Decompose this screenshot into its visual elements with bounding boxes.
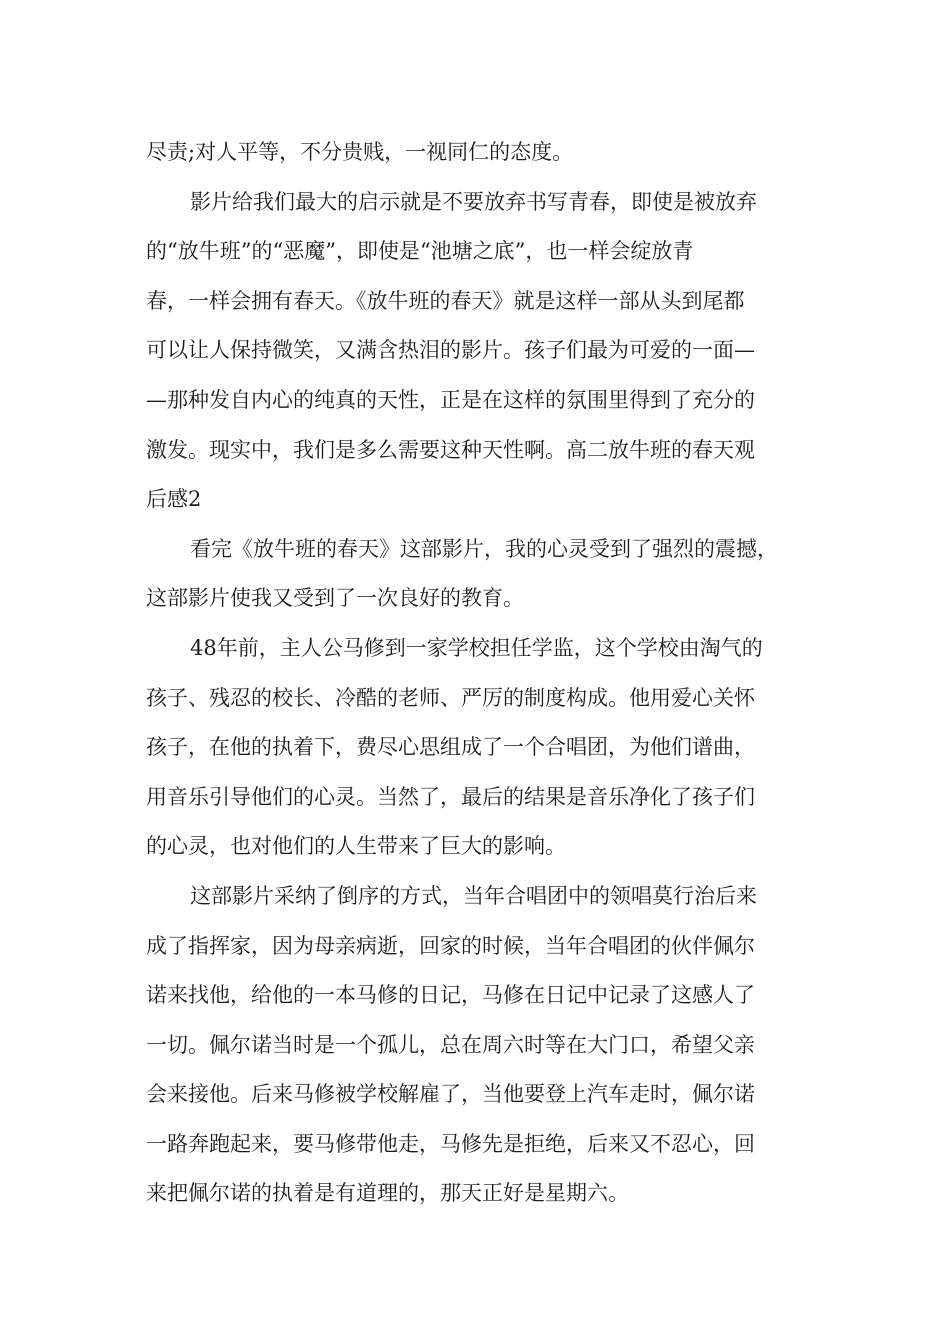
text-line: 会来接他。后来马修被学校解雇了，当他要登上汽车走时，佩尔诺	[146, 1082, 755, 1107]
text-line: —那种发自内心的纯真的天性，正是在这样的氛围里得到了充分的	[146, 387, 755, 412]
text-line: 后感2	[146, 487, 202, 512]
text-line: 尽责;对人平等，不分贵贱，一视同仁的态度。	[146, 140, 574, 164]
text-line: 这部影片使我又受到了一次良好的教育。	[146, 586, 524, 611]
text-line: 激发。现实中，我们是多么需要这种天性啊。高二放牛班的春天观	[146, 437, 755, 462]
text-line: 孩子，在他的执着下，费尽心思组成了一个合唱团，为他们谱曲，	[146, 735, 755, 760]
text-line: 春，一样会拥有春天。《放牛班的春天》就是这样一部从头到尾都	[146, 288, 745, 313]
text-line: 看完《放牛班的春天》这部影片，我的心灵受到了强烈的震撼，	[190, 536, 778, 561]
text-line: 用音乐引导他们的心灵。当然了，最后的结果是音乐净化了孩子们	[146, 784, 755, 809]
text-line: 一切。佩尔诺当时是一个孤儿，总在周六时等在大门口，希望父亲	[146, 1032, 755, 1057]
body-text	[146, 128, 816, 1219]
text-line: 孩子、残忍的校长、冷酷的老师、严厉的制度构成。他用爱心关怀	[146, 685, 755, 710]
text-line: 诺来找他，给他的一本马修的日记，马修在日记中记录了这感人了	[146, 983, 755, 1008]
text-line: 来把佩尔诺的执着是有道理的，那天正好是星期六。	[146, 1181, 629, 1206]
text-line: 可以让人保持微笑，又满含热泪的影片。孩子们最为可爱的一面—	[146, 338, 755, 363]
text-line: 成了指挥家，因为母亲病逝，回家的时候，当年合唱团的伙伴佩尔	[146, 933, 755, 958]
text-line: 这部影片采纳了倒序的方式，当年合唱团中的领唱莫行治后来	[190, 883, 757, 908]
text-line: 影片给我们最大的启示就是不要放弃书写青春，即使是被放弃	[190, 189, 757, 214]
text-line: 48年前，主人公马修到一家学校担任学监，这个学校由淘气的	[190, 635, 763, 660]
text-line: 的心灵，也对他们的人生带来了巨大的影响。	[146, 834, 566, 859]
text-line: 一路奔跑起来，要马修带他走，马修先是拒绝，后来又不忍心，回	[146, 1131, 755, 1156]
text-line: 的“放牛班”的“恶魔”，即使是“池塘之底”，也一样会绽放青	[146, 239, 694, 264]
